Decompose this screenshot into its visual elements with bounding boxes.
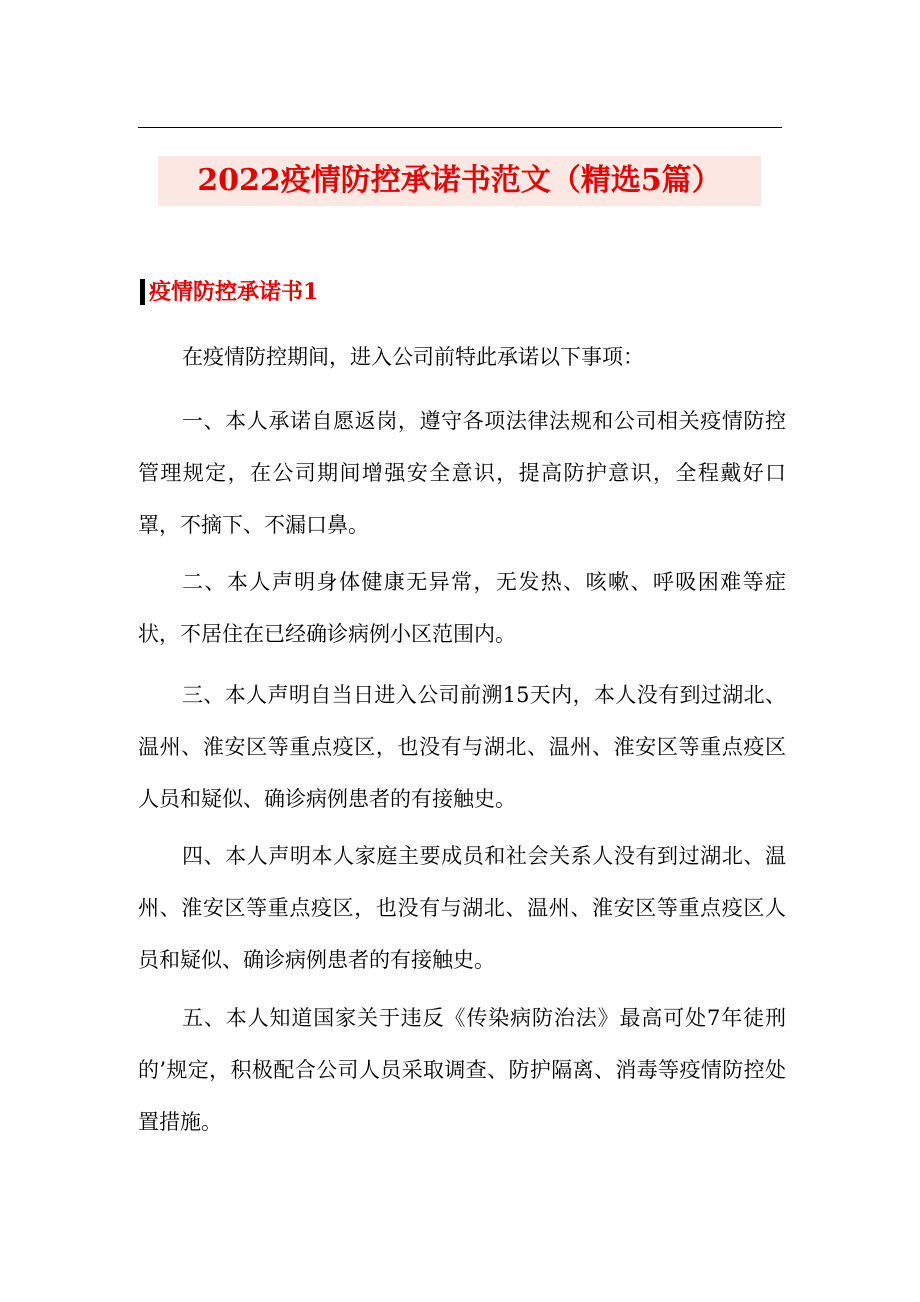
paragraph-item-4: 四、本人声明本人家庭主要成员和社会关系人没有到过湖北、温州、淮安区等重点疫区，也没有与湖北、温州、淮安区等重点疫区人员和疑似、确诊病例患者的有接触史。	[138, 844, 786, 972]
paragraph-item-2: 二、本人声明身体健康无异常，无发热、咳嗽、呼吸困难等症状，不居住在已经确诊病例小区范围内。	[138, 570, 786, 646]
paragraph-item-5: 五、本人知道国家关于违反《传染病防治法》最高可处7年徒刑的’规定，积极配合公司人员采取调查、防护隔离、消毒等疫情防控处置措施。	[138, 1006, 786, 1134]
heading-marker-bar	[140, 279, 145, 305]
document-title: 2022疫情防控承诺书范文（精选5篇）	[158, 156, 761, 206]
paragraph-intro: 在疫情防控期间，进入公司前特此承诺以下事项：	[182, 345, 644, 369]
paragraph-item-3: 三、本人声明自当日进入公司前溯15天内，本人没有到过湖北、温州、淮安区等重点疫区，也没有与湖北、温州、淮安区等重点疫区人员和疑似、确诊病例患者的有接触史。	[138, 683, 786, 811]
section-heading-text: 疫情防控承诺书1	[149, 279, 319, 305]
header-rule	[138, 127, 782, 128]
section-heading	[140, 277, 318, 307]
paragraph-item-1: 一、本人承诺自愿返岗，遵守各项法律法规和公司相关疫情防控管理规定，在公司期间增强安全意识，提高防护意识，全程戴好口罩，不摘下、不漏口鼻。	[138, 409, 786, 537]
